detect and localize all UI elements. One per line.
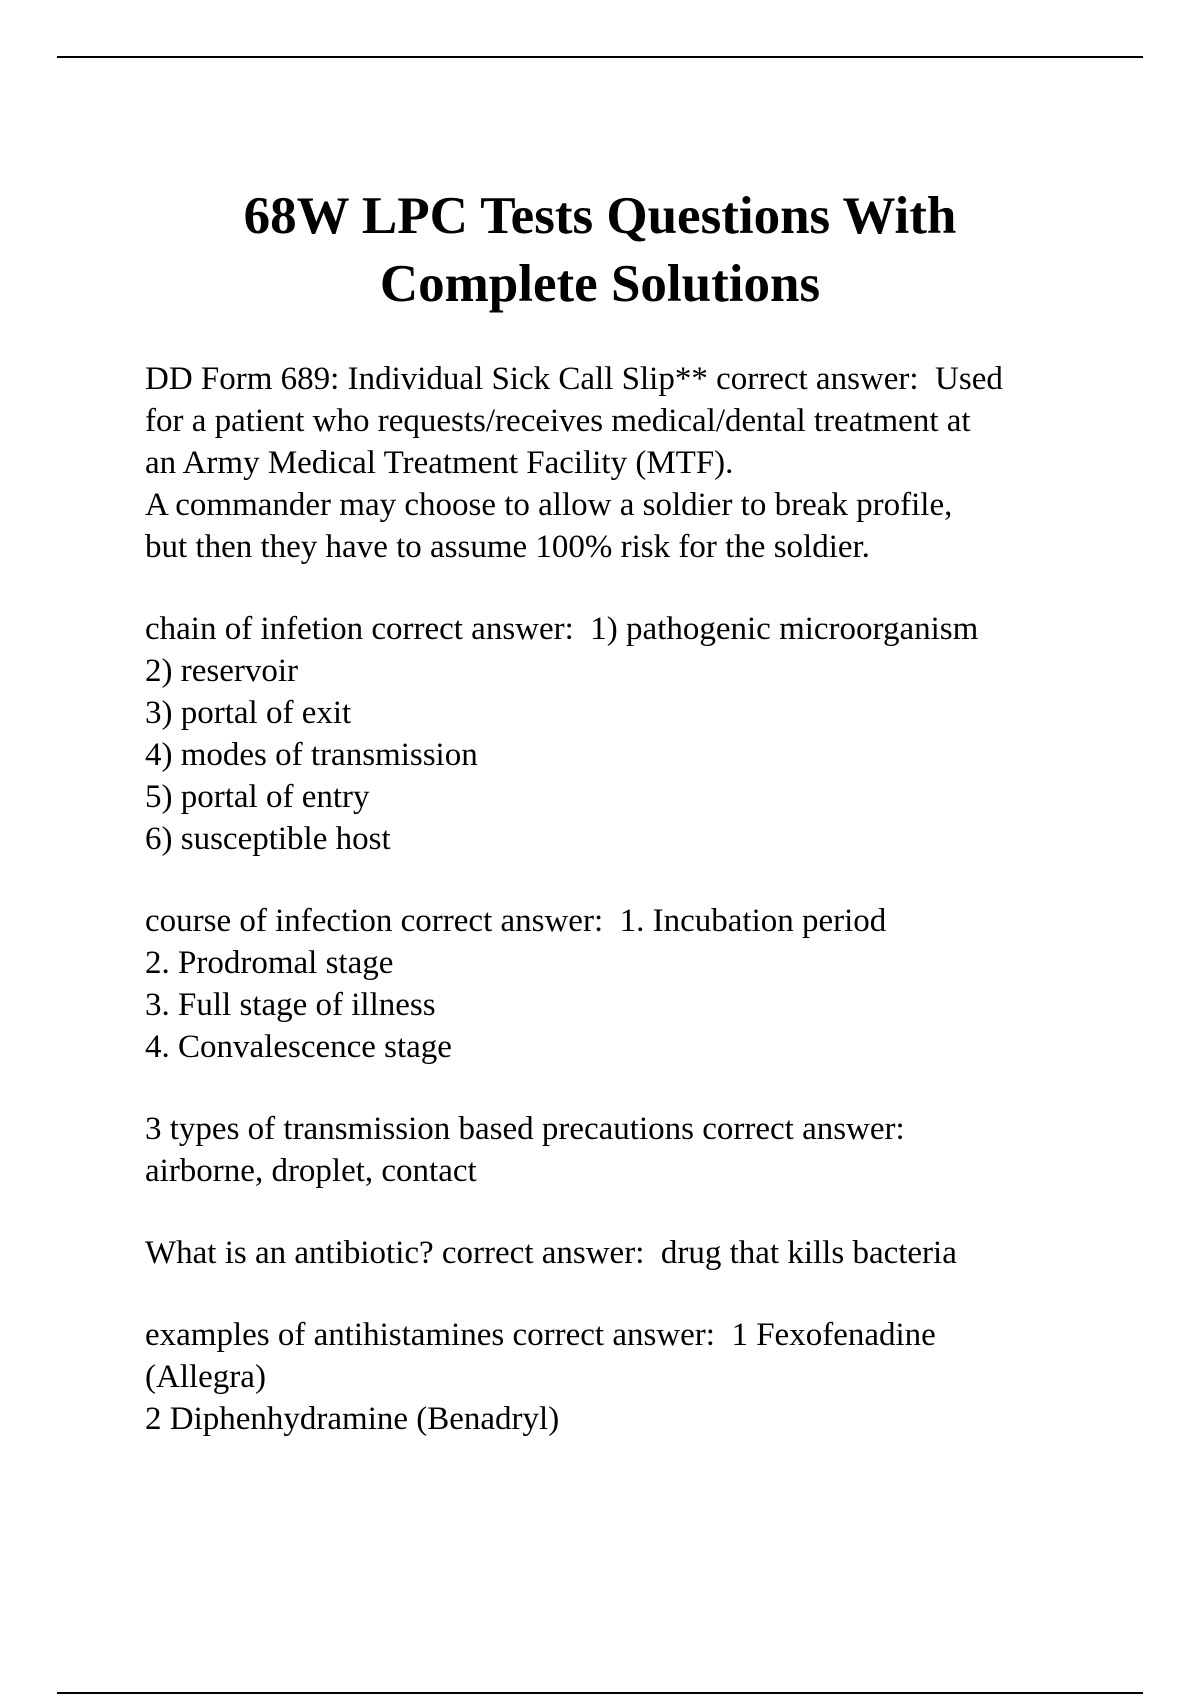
entry-line: examples of antihistamines correct answer: 1 Fexofenadine [145, 1317, 936, 1353]
qa-entry-antihistamines [145, 1314, 1115, 1440]
qa-entry-dd-form-689 [145, 358, 1115, 568]
paragraph-gap [145, 1274, 1115, 1314]
entry-line: 6) susceptible host [145, 821, 391, 857]
entry-line: 3. Full stage of illness [145, 987, 436, 1023]
entry-line: DD Form 689: Individual Sick Call Slip** correct answer: Used [145, 361, 1003, 397]
entry-line: an Army Medical Treatment Facility (MTF). [145, 445, 734, 481]
entry-line: course of infection correct answer: 1. Incubation period [145, 903, 887, 939]
document-body [145, 358, 1115, 1440]
bottom-rule [57, 1692, 1143, 1694]
entry-line: 5) portal of entry [145, 779, 370, 815]
document-title [100, 182, 1100, 318]
entry-line: 2. Prodromal stage [145, 945, 394, 981]
entry-line: but then they have to assume 100% risk for the soldier. [145, 529, 870, 565]
entry-line: 3 types of transmission based precautions correct answer: [145, 1111, 905, 1147]
entry-line: 2) reservoir [145, 653, 299, 689]
title-line: Complete Solutions [379, 255, 821, 313]
qa-entry-antibiotic [145, 1232, 1115, 1274]
entry-line: 2 Diphenhydramine (Benadryl) [145, 1401, 560, 1437]
entry-line: What is an antibiotic? correct answer: drug that kills bacteria [145, 1235, 957, 1271]
qa-entry-transmission-precautions [145, 1108, 1115, 1192]
paragraph-gap [145, 1192, 1115, 1232]
entry-line: 4. Convalescence stage [145, 1029, 452, 1065]
entry-line: chain of infetion correct answer: 1) pathogenic microorganism [145, 611, 979, 647]
entry-line: for a patient who requests/receives medical/dental treatment at [145, 403, 971, 439]
top-rule [57, 56, 1143, 58]
entry-line: A commander may choose to allow a soldier to break profile, [145, 487, 953, 523]
paragraph-gap [145, 1068, 1115, 1108]
entry-line: (Allegra) [145, 1359, 266, 1395]
entry-line: airborne, droplet, contact [145, 1153, 477, 1189]
qa-entry-chain-of-infection [145, 608, 1115, 860]
entry-line: 3) portal of exit [145, 695, 352, 731]
entry-line: 4) modes of transmission [145, 737, 478, 773]
paragraph-gap [145, 568, 1115, 608]
paragraph-gap [145, 860, 1115, 900]
qa-entry-course-of-infection [145, 900, 1115, 1068]
title-line: 68W LPC Tests Questions With [243, 187, 957, 245]
